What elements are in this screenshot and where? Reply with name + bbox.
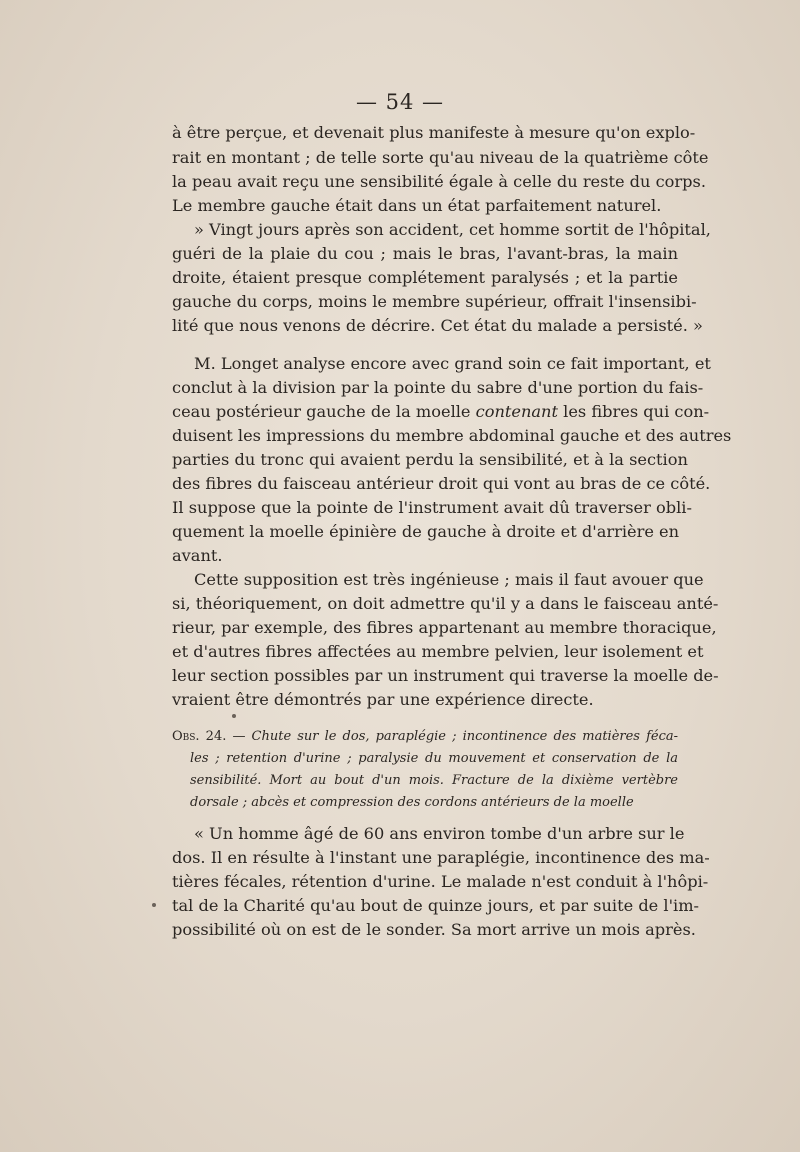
text-line: leur section possibles par un instrument qui traverse la moelle de- (172, 666, 719, 685)
ink-speck (152, 903, 156, 907)
text-line (172, 400, 710, 424)
text-line: rieur, par exemple, des fibres appartenant au membre thoracique, (172, 618, 717, 637)
text-line: M. Longet analyse encore avec grand soin ce fait important, et (194, 354, 711, 373)
observation-heading-line (172, 726, 678, 748)
observation-heading-line: dorsale ; abcès et compression des cordons antérieurs de la moelle (190, 795, 634, 810)
text-line: parties du tronc qui avaient perdu la sensibilité, et à la section (172, 450, 688, 469)
text-line: des fibres du faisceau antérieur droit qui vont au bras de ce côté. (172, 474, 711, 493)
text-line: droite, étaient presque complétement paralysés ; et la partie (172, 268, 678, 287)
text-line: duisent les impressions du membre abdominal gauche et des autres (172, 426, 732, 445)
text-line: dos. Il en résulte à l'instant une paraplégie, incontinence des ma- (172, 848, 710, 867)
text-line: gauche du corps, moins le membre supérieur, offrait l'insensibi- (172, 292, 697, 311)
observation-heading-line: sensibilité. Mort au bout d'un mois. Fracture de la dixième vertèbre (190, 773, 678, 788)
text-segment: les fibres qui con- (558, 402, 710, 421)
text-line: rait en montant ; de telle sorte qu'au niveau de la quatrième côte (172, 148, 709, 167)
text-line: vraient être démontrés par une expérience directe. (172, 690, 594, 709)
observation-title: Chute sur le dos, paraplégie ; incontinence des matières féca- (251, 729, 679, 744)
text-line: Cette supposition est très ingénieuse ; mais il faut avouer que (194, 570, 704, 589)
text-line: avant. (172, 546, 223, 565)
text-line: conclut à la division par la pointe du sabre d'une portion du fais- (172, 378, 704, 397)
text-line: et d'autres fibres affectées au membre pelvien, leur isolement et (172, 642, 704, 661)
text-line: la peau avait reçu une sensibilité égale à celle du reste du corps. (172, 172, 706, 191)
text-line: guéri de la plaie du cou ; mais le bras, l'avant-bras, la main (172, 244, 678, 263)
text-line: possibilité où on est de le sonder. Sa mort arrive un mois après. (172, 920, 696, 939)
text-line: Le membre gauche était dans un état parfaitement naturel. (172, 196, 662, 215)
page-number: — 54 — (355, 90, 445, 114)
text-line: tières fécales, rétention d'urine. Le malade n'est conduit à l'hôpi- (172, 872, 709, 891)
text-line: lité que nous venons de décrire. Cet état du malade a persisté. » (172, 316, 703, 335)
text-line: quement la moelle épinière de gauche à droite et d'arrière en (172, 522, 680, 541)
emphasized-word: contenant (475, 402, 558, 421)
text-line: à être perçue, et devenait plus manifeste à mesure qu'on explo- (172, 123, 696, 142)
observation-label: Obs. 24. — (172, 729, 252, 744)
text-segment: ceau postérieur gauche de la moelle (172, 402, 476, 421)
text-line: si, théoriquement, on doit admettre qu'il y a dans le faisceau anté- (172, 594, 719, 613)
text-line: « Un homme âgé de 60 ans environ tombe d'un arbre sur le (194, 824, 685, 843)
text-line: » Vingt jours après son accident, cet homme sortit de l'hôpital, (194, 220, 711, 239)
text-line: tal de la Charité qu'au bout de quinze jours, et par suite de l'im- (172, 896, 700, 915)
ink-speck (232, 714, 236, 718)
observation-heading-line: les ; retention d'urine ; paralysie du mouvement et conservation de la (190, 751, 678, 766)
text-line: Il suppose que la pointe de l'instrument avait dû traverser obli- (172, 498, 692, 517)
